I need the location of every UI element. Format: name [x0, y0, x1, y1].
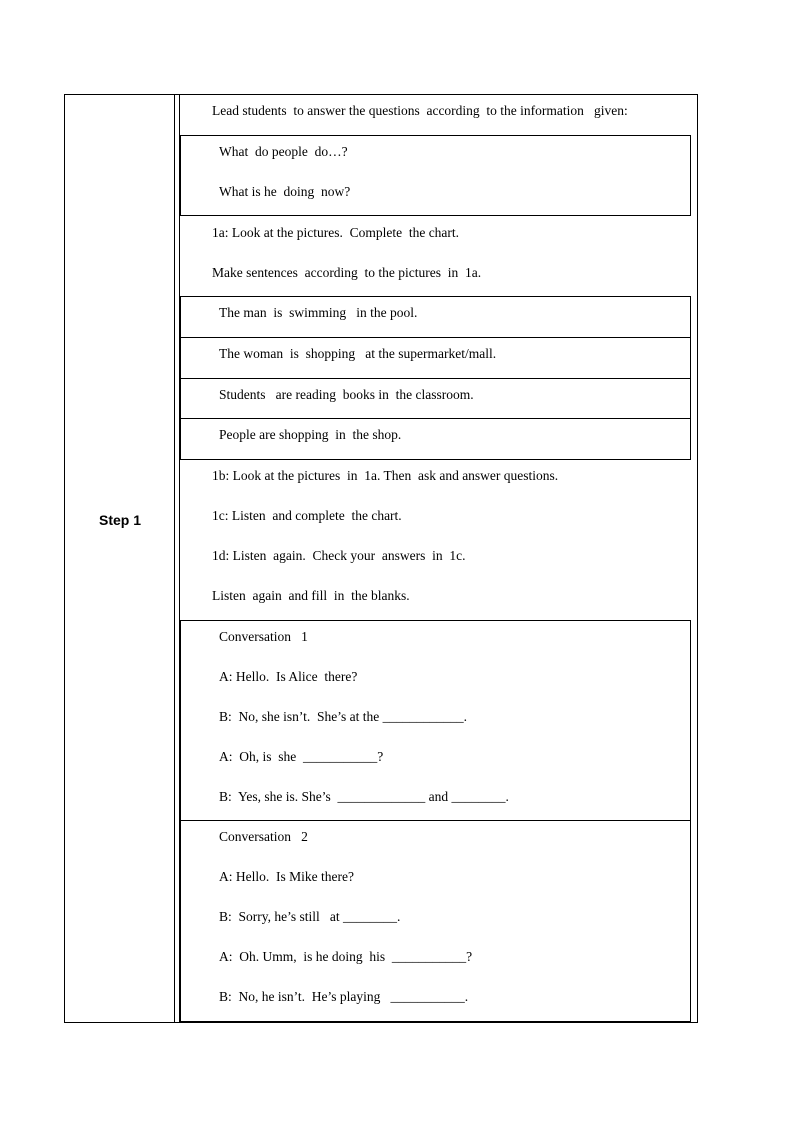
conversation-1-line: A: Oh, is she ___________? [219, 749, 384, 764]
conversation-1-line: A: Hello. Is Alice there? [219, 669, 358, 684]
conversation-1-line: B: No, she isn’t. She’s at the ____________. [219, 709, 467, 724]
conversation-divider [180, 820, 691, 821]
conversation-2-line: A: Oh. Umm, is he doing his ___________? [219, 949, 473, 964]
conversation-1-title: Conversation 1 [219, 629, 308, 644]
task-1c: 1c: Listen and complete the chart. [212, 508, 402, 523]
question-1: What do people do…? [219, 144, 348, 159]
make-sentences-text: Make sentences according to the pictures in 1a. [212, 265, 482, 280]
conversation-1-line: B: Yes, she is. She’s _____________ and ________. [219, 789, 509, 804]
conversation-2-line: B: No, he isn’t. He’s playing ___________. [219, 989, 469, 1004]
sentence-divider [180, 378, 691, 379]
fill-blanks-text: Listen again and fill in the blanks. [212, 588, 410, 603]
intro-text: Lead students to answer the questions according to the information given: [212, 103, 628, 118]
task-1a: 1a: Look at the pictures. Complete the chart. [212, 225, 460, 240]
conversation-2-line: A: Hello. Is Mike there? [219, 869, 354, 884]
sentence-divider [180, 337, 691, 338]
sentence-divider [180, 418, 691, 419]
sentence-1: The man is swimming in the pool. [219, 305, 418, 320]
sentence-4: People are shopping in the shop. [219, 427, 402, 442]
conversation-2-line: B: Sorry, he’s still at ________. [219, 909, 401, 924]
question-2: What is he doing now? [219, 184, 351, 199]
task-1b: 1b: Look at the pictures in 1a. Then ask and answer questions. [212, 468, 559, 483]
sentence-3: Students are reading books in the classroom. [219, 387, 474, 402]
step-label: Step 1 [98, 512, 141, 528]
task-1d: 1d: Listen again. Check your answers in 1c. [212, 548, 466, 563]
step-column [65, 95, 175, 1022]
sentence-2: The woman is shopping at the supermarket/mall. [219, 346, 497, 361]
conversation-2-title: Conversation 2 [219, 829, 308, 844]
